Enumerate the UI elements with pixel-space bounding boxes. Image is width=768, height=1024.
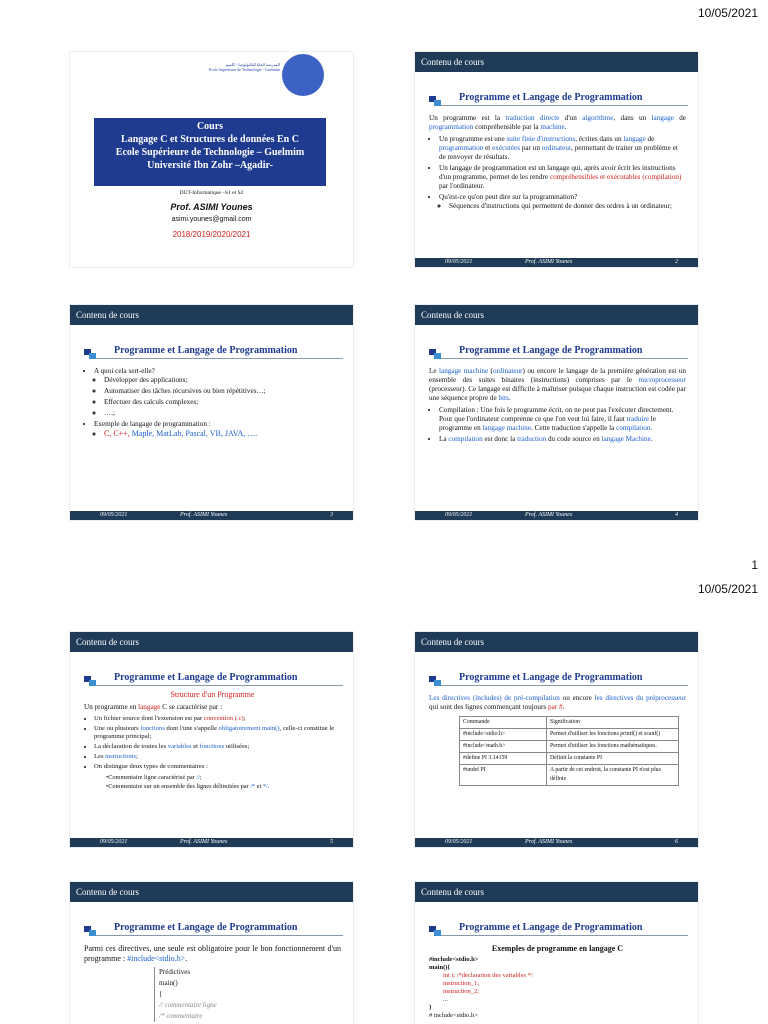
squares-icon	[84, 349, 96, 359]
table-row: #include<stdio.h> Permet d'utiliser les fonctions printf() et scanf()	[460, 729, 679, 741]
professor-name: Prof. ASIMI Younes	[170, 202, 253, 212]
comment-line-item: •Commentaire ligne caractérisé par //;	[106, 774, 202, 781]
slide-header: Contenu de cours	[70, 632, 353, 652]
school-logo-text: المدرسة العليا للتكنولوجيا - كلميم Ecole Supérieure de Technologie - Guelmim	[208, 62, 280, 72]
list-item: ◦ Développer des applications;	[104, 376, 341, 385]
directives-table	[459, 716, 679, 786]
slide-title: Programme et Langage de Programmation	[84, 345, 343, 361]
slide-subtitle: Structure d'un Programme	[170, 690, 255, 699]
list-item: • Les instructions;	[94, 753, 341, 761]
slide-body: Un programme est la traduction directe d'un algorithme, dans un langage de programmation compréhensible par la machine. • Un programme est une suite finie d'instructions, écrites dans un langage de programmation et exécutées par un ordinateur, permettant de traiter un problème et de renvoyer de résultats. • Un langage de programmation est un langage qui, après avoir écrit les instructions d'un programme, permet de les rendre compréhensibles et exécutables (compilation) par l'ordinateur. • Qu'est-ce qu'on peut dire sur la programmation? ◦ Séquences d'instructions qui permettent de donner des ordres à un ordinateur;	[429, 114, 686, 213]
squares-icon	[84, 926, 96, 936]
page-date: 10/05/2021	[697, 6, 758, 20]
list-item: • A quoi cela sert-elle? ◦ Développer des applications; ◦ Automatiser des tâches récursives ou bien répétitives…; ◦ Effectuer des calculs complexes; ◦ ….;	[94, 367, 341, 418]
program-label: DUT-Informatique –S1 et S2	[179, 190, 244, 196]
slide-3	[70, 305, 353, 520]
slide-header: Contenu de cours	[415, 305, 698, 325]
squares-icon	[429, 96, 441, 106]
slide-cover	[70, 52, 353, 267]
list-item: • Qu'est-ce qu'on peut dire sur la programmation? ◦ Séquences d'instructions qui permettent de donner des ordres à un ordinateur;	[439, 193, 686, 211]
slide-footer: 09/05/2021 Prof. ASIMI Younes 2	[415, 258, 698, 267]
list-item: • Une ou plusieurs fonctions dont l'une s'appelle obligatoirement main(), celle-ci constitue le programme principal;	[94, 725, 341, 741]
slide-body	[429, 944, 686, 1020]
slide-title: Programme et Langage de Programmation	[84, 672, 343, 688]
list-item: • Exemple de langage de programmation : ◦ C, C++, Maple, MatLab, Pascal, VB, JAVA, ….	[94, 420, 341, 438]
table-row: #define PI 3.14159 Définit la constante PI	[460, 753, 679, 765]
list-item: • Un fichier source dont l'extension est par convention (.c);	[94, 715, 341, 723]
slide-8	[415, 882, 698, 1024]
comment-block-item: •Commentaire sur un ensemble des lignes délimitées par /* et */.	[106, 783, 270, 790]
page-date: 10/05/2021	[697, 582, 758, 596]
slide-body	[84, 367, 341, 440]
list-item: • La compilation est donc la traduction du code source en langage Machine.	[439, 435, 686, 444]
list-item: ◦ ….;	[104, 409, 341, 418]
list-item: • Un programme est une suite finie d'instructions, écrites dans un langage de programmation et exécutées par un ordinateur, permettant de traiter un problème et de renvoyer de résultats.	[439, 135, 686, 162]
slide-body: Structure d'un Programme Un programme en langage C se caractérise par : • Un fichier source dont l'extension est par convention (.c); • Une ou plusieurs fonctions dont l'une s'appelle obligatoirement main(), celle-ci constitue le programme principal; • La déclaration de toutes les variables et fonctions utilisées; • Les instructions; • On distingue deux types de commentaires : •Commentaire ligne caractérisé par //; •Commentaire sur un ensemble des lignes délimitées par /* et */.	[84, 690, 341, 791]
slide-title: Programme et Langage de Programmation	[429, 922, 688, 938]
slide-subtitle: Exemples de programme en langage C	[491, 944, 624, 953]
slide-2	[415, 52, 698, 267]
school-seal-icon	[282, 54, 324, 96]
slide-footer: 09/05/2021 Prof. ASIMI Younes 4	[415, 511, 698, 520]
professor-email[interactable]: asimi.younes@gmail.com	[171, 216, 252, 223]
slide-body: Les directives (includes) de pré-compilation ou encore les directives du préprocesseur qui sont des lignes commençant toujours par #. Commande Signification #include<stdio.h> Permet d'utiliser les fonctions printf() et scanf() #include<math.h> Permet d'utiliser les fonctions mathématiques. #define PI 3.14159 Définit la constante PI #undef PI A partir de cet endroit, la constante PI n'est plus définie	[429, 694, 686, 786]
slide-title: Programme et Langage de Programmation	[429, 92, 688, 108]
slide-title: Programme et Langage de Programmation	[84, 922, 343, 938]
slide-title: Programme et Langage de Programmation	[429, 672, 688, 688]
slide-title: Programme et Langage de Programmation	[429, 345, 688, 361]
slide-body: Le langage machine (ordinateur) ou encore le langage de la première génération est un ensemble des suites binaires (instructions) comprises par le microprocesseur (processeur). Ce langage est difficile à maîtriser puisque chaque instruction est codée par une séquence propre de bits. • Compilation : Une fois le programme écrit, on ne peut pas l'exécuter directement. Pour que l'ordinateur comprenne ce que l'on veut lui faire, il faut traduire le programme en langage machine. Cette traduction s'appelle la compilation. • La compilation est donc la traduction du code source en langage Machine.	[429, 367, 686, 446]
squares-icon	[429, 349, 441, 359]
table-header-row: Commande Signification	[460, 717, 679, 729]
slide-6	[415, 632, 698, 847]
squares-icon	[429, 676, 441, 686]
code-block: Prédictives main() { // commentaire ligne /* commentaire	[154, 967, 341, 1022]
slide-footer: 09/05/2021 Prof. ASIMI Younes 6	[415, 838, 698, 847]
slide-5	[70, 632, 353, 847]
slide-footer: 09/05/2021 Prof. ASIMI Younes 3	[70, 511, 353, 520]
code-block: #include<stdio.h> main(){ int i; /*déclaration des variables */ instruction_1; instruction_2; ... } # include<stdio.h>	[429, 956, 533, 1019]
course-banner: Cours Langage C et Structures de données En C Ecole Supérieure de Technologie – Guelmim Université Ibn Zohr –Agadir-	[94, 118, 326, 186]
table-row: #include<math.h> Permet d'utiliser les fonctions mathématiques.	[460, 741, 679, 753]
squares-icon	[84, 676, 96, 686]
academic-years: 2018/2019/2020/2021	[172, 230, 251, 239]
table-row: #undef PI A partir de cet endroit, la constante PI n'est plus définie	[460, 765, 679, 786]
list-item: • On distingue deux types de commentaires :	[94, 763, 341, 771]
list-item: • La déclaration de toutes les variables et fonctions utilisées;	[94, 743, 341, 751]
list-item: • Un langage de programmation est un langage qui, après avoir écrit les instructions d'un programme, permet de les rendre compréhensibles et exécutables (compilation) par l'ordinateur.	[439, 164, 686, 191]
slide-header: Contenu de cours	[415, 632, 698, 652]
list-item: ◦ Automatiser des tâches récursives ou bien répétitives…;	[104, 387, 341, 396]
squares-icon	[429, 926, 441, 936]
slide-header: Contenu de cours	[415, 52, 698, 72]
page-number: 1	[751, 558, 758, 572]
list-item: ◦ C, C++, Maple, MatLab, Pascal, VB, JAVA, ….	[104, 429, 341, 438]
list-item: • Compilation : Une fois le programme écrit, on ne peut pas l'exécuter directement. Pour que l'ordinateur comprenne ce que l'on veut lui faire, il faut traduire le programme en langage machine. Cette traduction s'appelle la compilation.	[439, 406, 686, 433]
list-item: ◦ Séquences d'instructions qui permettent de donner des ordres à un ordinateur;	[449, 202, 686, 211]
slide-header: Contenu de cours	[70, 882, 353, 902]
slide-header: Contenu de cours	[415, 882, 698, 902]
slide-7	[70, 882, 353, 1024]
slide-4	[415, 305, 698, 520]
slide-body: Parmi ces directives, une seule est obligatoire pour le bon fonctionnement d'un programme : #include<stdio.h>. Prédictives main() { // commentaire ligne /* commentaire	[84, 944, 341, 1020]
list-item: ◦ Effectuer des calculs complexes;	[104, 398, 341, 407]
slide-footer: 09/05/2021 Prof. ASIMI Younes 5	[70, 838, 353, 847]
slide-header: Contenu de cours	[70, 305, 353, 325]
